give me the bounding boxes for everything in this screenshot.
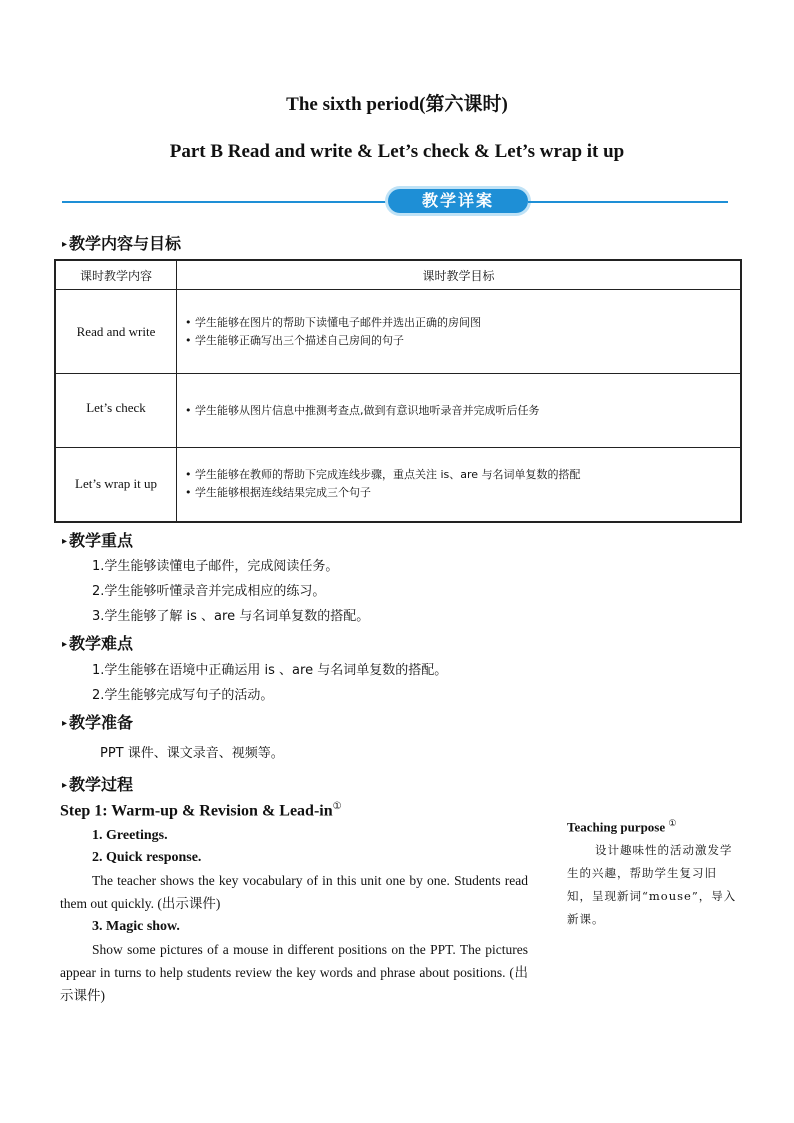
sidebar-title — [567, 818, 676, 835]
list-item: 2.学生能够完成写句子的活动。 — [92, 688, 274, 703]
row-content: Let’s check — [55, 374, 177, 448]
heading-text: 教学准备 — [69, 713, 134, 732]
goals-table — [54, 259, 742, 523]
triangle-icon: ▸ — [62, 718, 68, 729]
triangle-icon: ▸ — [62, 239, 68, 250]
col2-header: 课时教学目标 — [177, 260, 742, 290]
page-title: The sixth period(第六课时) — [286, 94, 508, 115]
heading-text: 教学重点 — [69, 531, 134, 550]
magic-show-title: 3. Magic show. — [92, 919, 180, 934]
sidebar-title-text: Teaching purpose — [567, 819, 666, 835]
banner-line-right — [528, 201, 728, 203]
heading-content-goals — [62, 231, 181, 254]
table-row — [55, 374, 741, 448]
row-goals — [177, 448, 742, 522]
row-content: Let’s wrap it up — [55, 448, 177, 522]
sidebar-text: 设计趣味性的活动激发学生的兴趣，帮助学生复习旧知，呈现新词“mouse”，导入新课。 — [567, 843, 737, 926]
goal-line: • 学生能够从图片信息中推测考查点,做到有意识地听录音并完成听后任务 — [185, 403, 540, 417]
quick-response-text: The teacher shows the key vocabulary of in this unit one by one. Students read them out quickly. (出示课件) — [60, 873, 528, 911]
step-title-text: Step 1: Warm-up & Revision & Lead-in — [60, 802, 333, 820]
heading-difficulties — [62, 631, 133, 654]
triangle-icon: ▸ — [62, 536, 68, 547]
goal-line: • 学生能够在教师的帮助下完成连线步骤，重点关注 is、are 与名词单复数的搭配 — [185, 468, 581, 482]
list-item: 1.学生能够在语境中正确运用 is 、are 与名词单复数的搭配。 — [92, 663, 448, 678]
footnote-mark: ① — [668, 818, 677, 828]
heading-text: 教学难点 — [69, 634, 134, 653]
table-header-row — [55, 260, 741, 290]
footnote-mark: ① — [332, 801, 342, 812]
greetings-title: 1. Greetings. — [92, 828, 168, 843]
list-item: 1.学生能够读懂电子邮件，完成阅读任务。 — [92, 559, 339, 574]
col1-header: 课时教学内容 — [55, 260, 177, 290]
page-subtitle: Part B Read and write & Let’s check & Let’s wrap it up — [169, 141, 625, 162]
preparation-text: PPT 课件、课文录音、视频等。 — [100, 746, 284, 761]
heading-text: 教学内容与目标 — [69, 234, 182, 253]
triangle-icon: ▸ — [62, 780, 68, 791]
goal-line: • 学生能够正确写出三个描述自己房间的句子 — [185, 333, 404, 347]
heading-preparation — [62, 710, 133, 733]
goal-line: • 学生能够根据连线结果完成三个句子 — [185, 486, 371, 500]
step-title — [60, 801, 342, 820]
row-goals — [177, 374, 742, 448]
table-row — [55, 290, 741, 374]
list-item: 3.学生能够了解 is 、are 与名词单复数的搭配。 — [92, 609, 370, 624]
quick-response-title: 2. Quick response. — [92, 850, 202, 865]
row-goals — [177, 290, 742, 374]
heading-process — [62, 772, 133, 795]
goal-line: • 学生能够在图片的帮助下读懂电子邮件并选出正确的房间图 — [185, 315, 481, 329]
heading-text: 教学过程 — [69, 775, 134, 794]
triangle-icon: ▸ — [62, 639, 68, 650]
banner-label: 教学详案 — [388, 189, 528, 213]
heading-key-points — [62, 528, 133, 551]
table-row — [55, 448, 741, 522]
row-content: Read and write — [55, 290, 177, 374]
banner-line-left — [62, 201, 388, 203]
list-item: 2.学生能够听懂录音并完成相应的练习。 — [92, 584, 326, 599]
section-banner — [62, 189, 728, 215]
magic-show-text: Show some pictures of a mouse in different positions on the PPT. The pictures appear in turns to help students review the key words and phrase about positions. (出示课件) — [60, 942, 528, 1003]
